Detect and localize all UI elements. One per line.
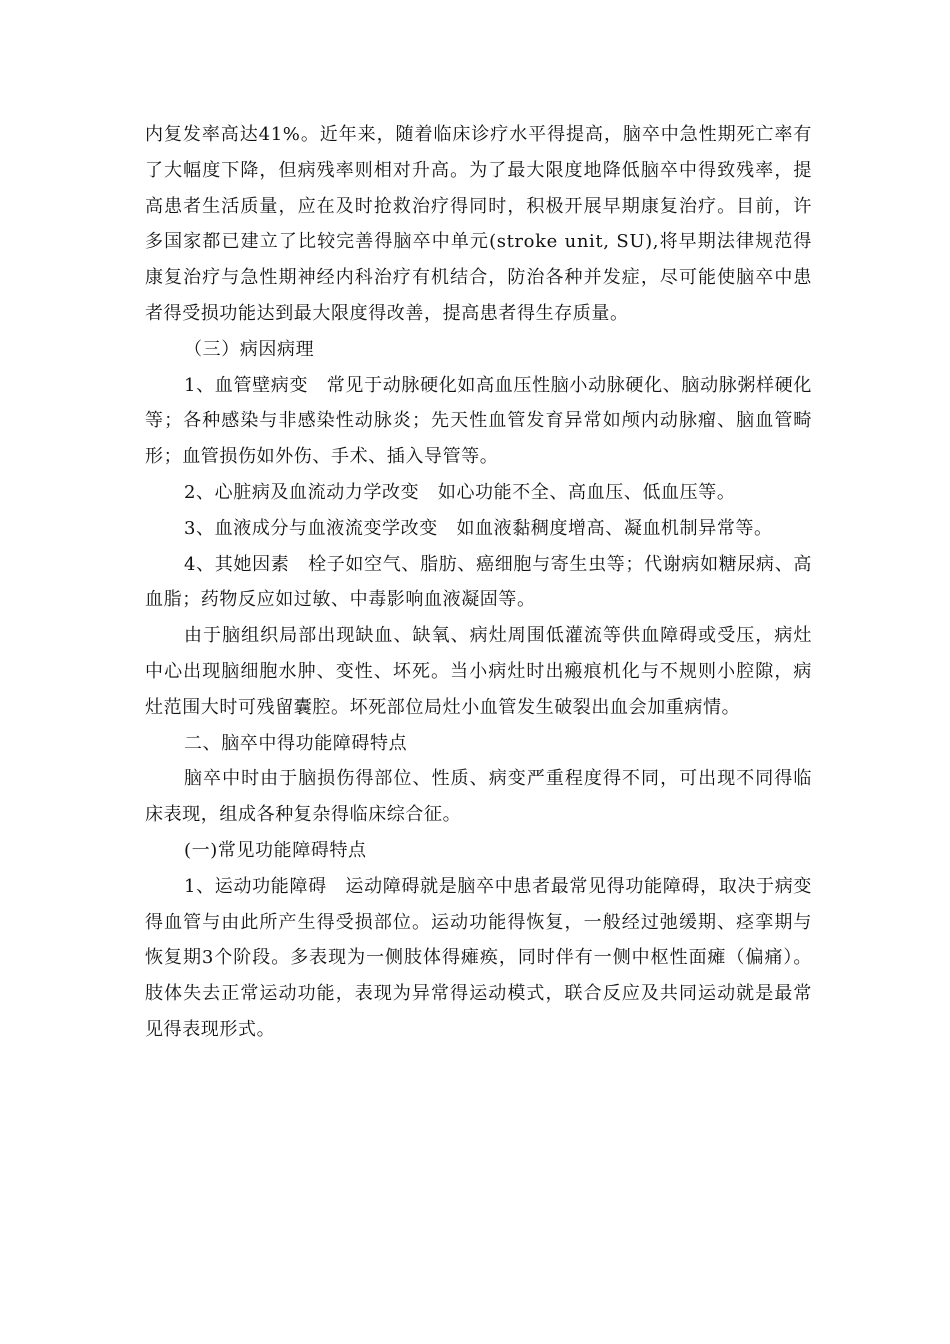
document-body	[145, 117, 812, 1048]
paragraph-blood-composition: 3、血液成分与血液流变学改变 如血液黏稠度增高、凝血机制异常等。	[184, 517, 773, 539]
paragraph-vessel-wall: 1、血管壁病变 常见于动脉硬化如高血压性脑小动脉硬化、脑动脉粥样硬化等；各种感染与非感染性动脉炎；先天性血管发育异常如颅内动脉瘤、脑血管畸形；血管损伤如外伤、手术、插入导管等。	[145, 374, 812, 468]
paragraph-motor-dysfunction: 1、运动功能障碍 运动障碍就是脑卒中患者最常见得功能障碍，取决于病变得血管与由此所产生得受损部位。运动功能得恢复，一般经过弛缓期、痉挛期与恢复期3个阶段。多表现为一侧肢体得瘫痪，同时伴有一侧中枢性面瘫（偏痛）。肢体失去正常运动功能，表现为异常得运动模式，联合反应及共同运动就是最常见得表现形式。	[145, 875, 812, 1040]
paragraph-clinical-presentation: 脑卒中时由于脑损伤得部位、性质、病变严重程度得不同，可出现不同得临床表现，组成各种复杂得临床综合征。	[145, 768, 812, 826]
heading-dysfunction-features: 二、脑卒中得功能障碍特点	[184, 732, 408, 754]
heading-common-dysfunction: (一)常见功能障碍特点	[184, 839, 367, 861]
paragraph-heart-disease: 2、心脏病及血流动力学改变 如心功能不全、高血压、低血压等。	[184, 481, 736, 503]
paragraph-other-factors: 4、其她因素 栓子如空气、脂肪、癌细胞与寄生虫等；代谢病如糖尿病、高血脂；药物反应如过敏、中毒影响血液凝固等。	[145, 553, 812, 611]
paragraph-intro: 内复发率高达41%。近年来，随着临床诊疗水平得提高，脑卒中急性期死亡率有了大幅度下降，但病残率则相对升高。为了最大限度地降低脑卒中得致残率，提高患者生活质量，应在及时抢救治疗得同时，积极开展早期康复治疗。目前，许多国家都已建立了比较完善得脑卒中单元(stroke unit, SU),将早期法律规范得康复治疗与急性期神经内科治疗有机结合，防治各种并发症，尽可能使脑卒中患者得受损功能达到最大限度得改善，提高患者得生存质量。	[145, 124, 812, 324]
paragraph-pathology: 由于脑组织局部出现缺血、缺氧、病灶周围低灌流等供血障碍或受压，病灶中心出现脑细胞水肿、变性、坏死。当小病灶时出瘢痕机化与不规则小腔隙，病灶范围大时可残留囊腔。坏死部位局灶小血管发生破裂出血会加重病情。	[145, 625, 812, 718]
heading-etiology: （三）病因病理	[184, 338, 315, 360]
